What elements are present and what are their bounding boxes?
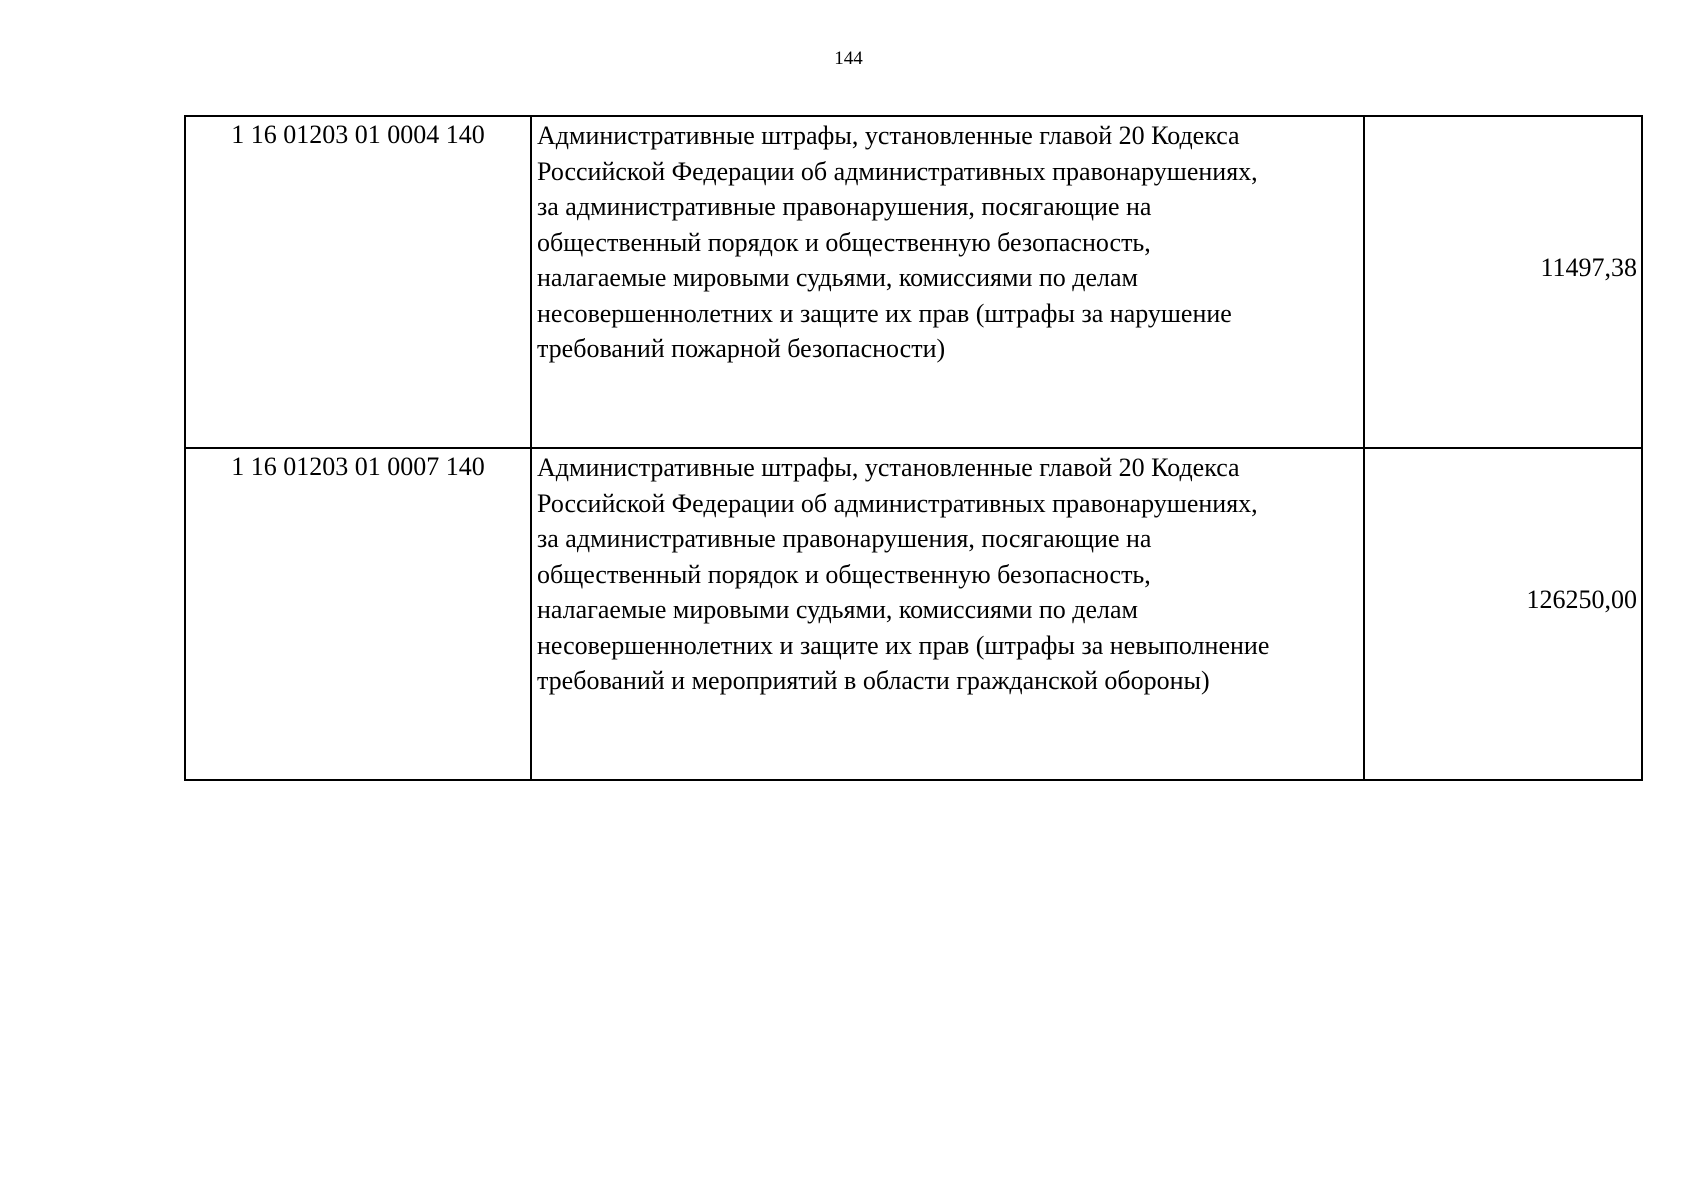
description-line: Административные штрафы, установленные главой 20 Кодекса — [537, 121, 1240, 150]
budget-revenue-table — [184, 115, 1643, 781]
description-line: требований и мероприятий в области гражданской обороны) — [537, 666, 1210, 695]
description-cell — [531, 448, 1364, 780]
amount-cell: 11497,38 — [1364, 116, 1642, 448]
description-line: налагаемые мировыми судьями, комиссиями по делам — [537, 263, 1139, 292]
description-line: несовершеннолетних и защите их прав (штрафы за невыполнение — [537, 630, 1270, 660]
description-line: за административные правонарушения, посягающие на — [537, 524, 1152, 553]
description-line: налагаемые мировыми судьями, комиссиями по делам — [537, 595, 1139, 624]
table-row — [185, 116, 1642, 448]
table-row — [185, 448, 1642, 780]
description-line: несовершеннолетних и защите их прав (штрафы за нарушение — [537, 298, 1232, 328]
page-number: 144 — [834, 48, 863, 69]
description-line: Российской Федерации об административных правонарушениях, — [537, 156, 1258, 186]
description-line: за административные правонарушения, посягающие на — [537, 192, 1152, 221]
description-line: Административные штрафы, установленные главой 20 Кодекса — [537, 453, 1240, 482]
description-line: Российской Федерации об административных правонарушениях, — [537, 488, 1258, 518]
description-line: общественный порядок и общественную безопасность, — [537, 227, 1151, 257]
budget-code-cell: 1 16 01203 01 0007 140 — [185, 448, 531, 780]
budget-code-cell: 1 16 01203 01 0004 140 — [185, 116, 531, 448]
description-cell — [531, 116, 1364, 448]
description-line: требований пожарной безопасности) — [537, 334, 946, 363]
amount-cell: 126250,00 — [1364, 448, 1642, 780]
description-line: общественный порядок и общественную безопасность, — [537, 559, 1151, 589]
